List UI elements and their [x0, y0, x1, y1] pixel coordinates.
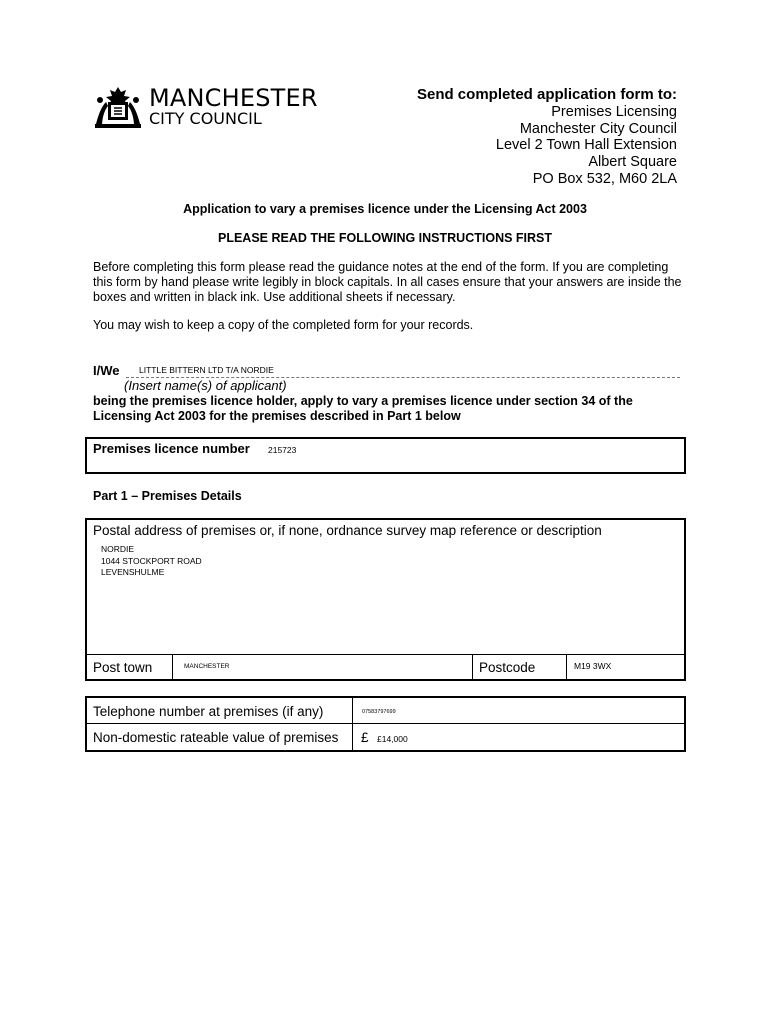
address-line: NORDIE	[101, 544, 135, 554]
postcode-label: Postcode	[479, 660, 536, 675]
logo-subtitle: CITY COUNCIL	[149, 109, 262, 128]
instructions-paragraph: Before completing this form please read the guidance notes at the end of the form. If you are completing this form by hand please write legibly in block capitals. In all cases ensure that your answers are inside the boxes and written in black ink. Use additional sheets if necessary.	[93, 260, 682, 304]
applicant-label: I/We	[93, 363, 120, 378]
row-divider	[87, 723, 684, 724]
column-divider	[566, 654, 567, 680]
send-to-address-block	[417, 87, 677, 188]
currency-symbol: £	[361, 730, 369, 745]
postcode-field[interactable]: M19 3WX	[574, 661, 612, 671]
send-to-line: Premises Licensing	[551, 103, 677, 120]
instructions-heading: PLEASE READ THE FOLLOWING INSTRUCTIONS FIRST	[217, 231, 553, 245]
address-row-divider	[87, 654, 684, 655]
column-divider	[352, 698, 353, 750]
column-divider	[172, 654, 173, 680]
column-divider	[472, 654, 473, 680]
application-statement: being the premises licence holder, apply to vary a premises licence under section 34 of the Licensing Act 2003 for the premises described in Part 1 below	[93, 394, 633, 423]
premises-address-field[interactable]	[101, 544, 202, 579]
send-to-line: PO Box 532, M60 2LA	[532, 170, 677, 187]
licence-number-label: Premises licence number	[93, 441, 250, 456]
address-line: LEVENSHULME	[101, 567, 165, 577]
records-note: You may wish to keep a copy of the completed form for your records.	[93, 318, 474, 332]
applicant-name-field[interactable]: LITTLE BITTERN LTD T/A NORDIE	[139, 365, 274, 375]
part1-title: Part 1 – Premises Details	[93, 489, 242, 503]
logo-title: MANCHESTER	[149, 84, 318, 112]
address-line: 1044 STOCKPORT ROAD	[101, 555, 202, 566]
applicant-hint: (Insert name(s) of applicant)	[124, 378, 287, 393]
form-heading: Application to vary a premises licence under the Licensing Act 2003	[183, 202, 587, 216]
telephone-field[interactable]: 07583797699	[362, 709, 396, 715]
telephone-label: Telephone number at premises (if any)	[93, 704, 324, 719]
send-to-title: Send completed application form to:	[416, 86, 677, 103]
rateable-value-field[interactable]: £14,000	[377, 734, 408, 744]
post-town-field[interactable]: MANCHESTER	[184, 663, 230, 670]
send-to-line: Level 2 Town Hall Extension	[495, 137, 677, 154]
licence-number-field[interactable]: 215723	[268, 445, 297, 455]
rateable-value-label: Non-domestic rateable value of premises	[93, 730, 339, 745]
premises-address-box	[85, 518, 686, 681]
post-town-label: Post town	[93, 660, 153, 675]
send-to-line: Albert Square	[588, 154, 677, 171]
council-crest-icon	[92, 84, 144, 130]
send-to-line: Manchester City Council	[519, 120, 677, 137]
premises-address-label: Postal address of premises or, if none, ordnance survey map reference or description	[93, 523, 602, 538]
